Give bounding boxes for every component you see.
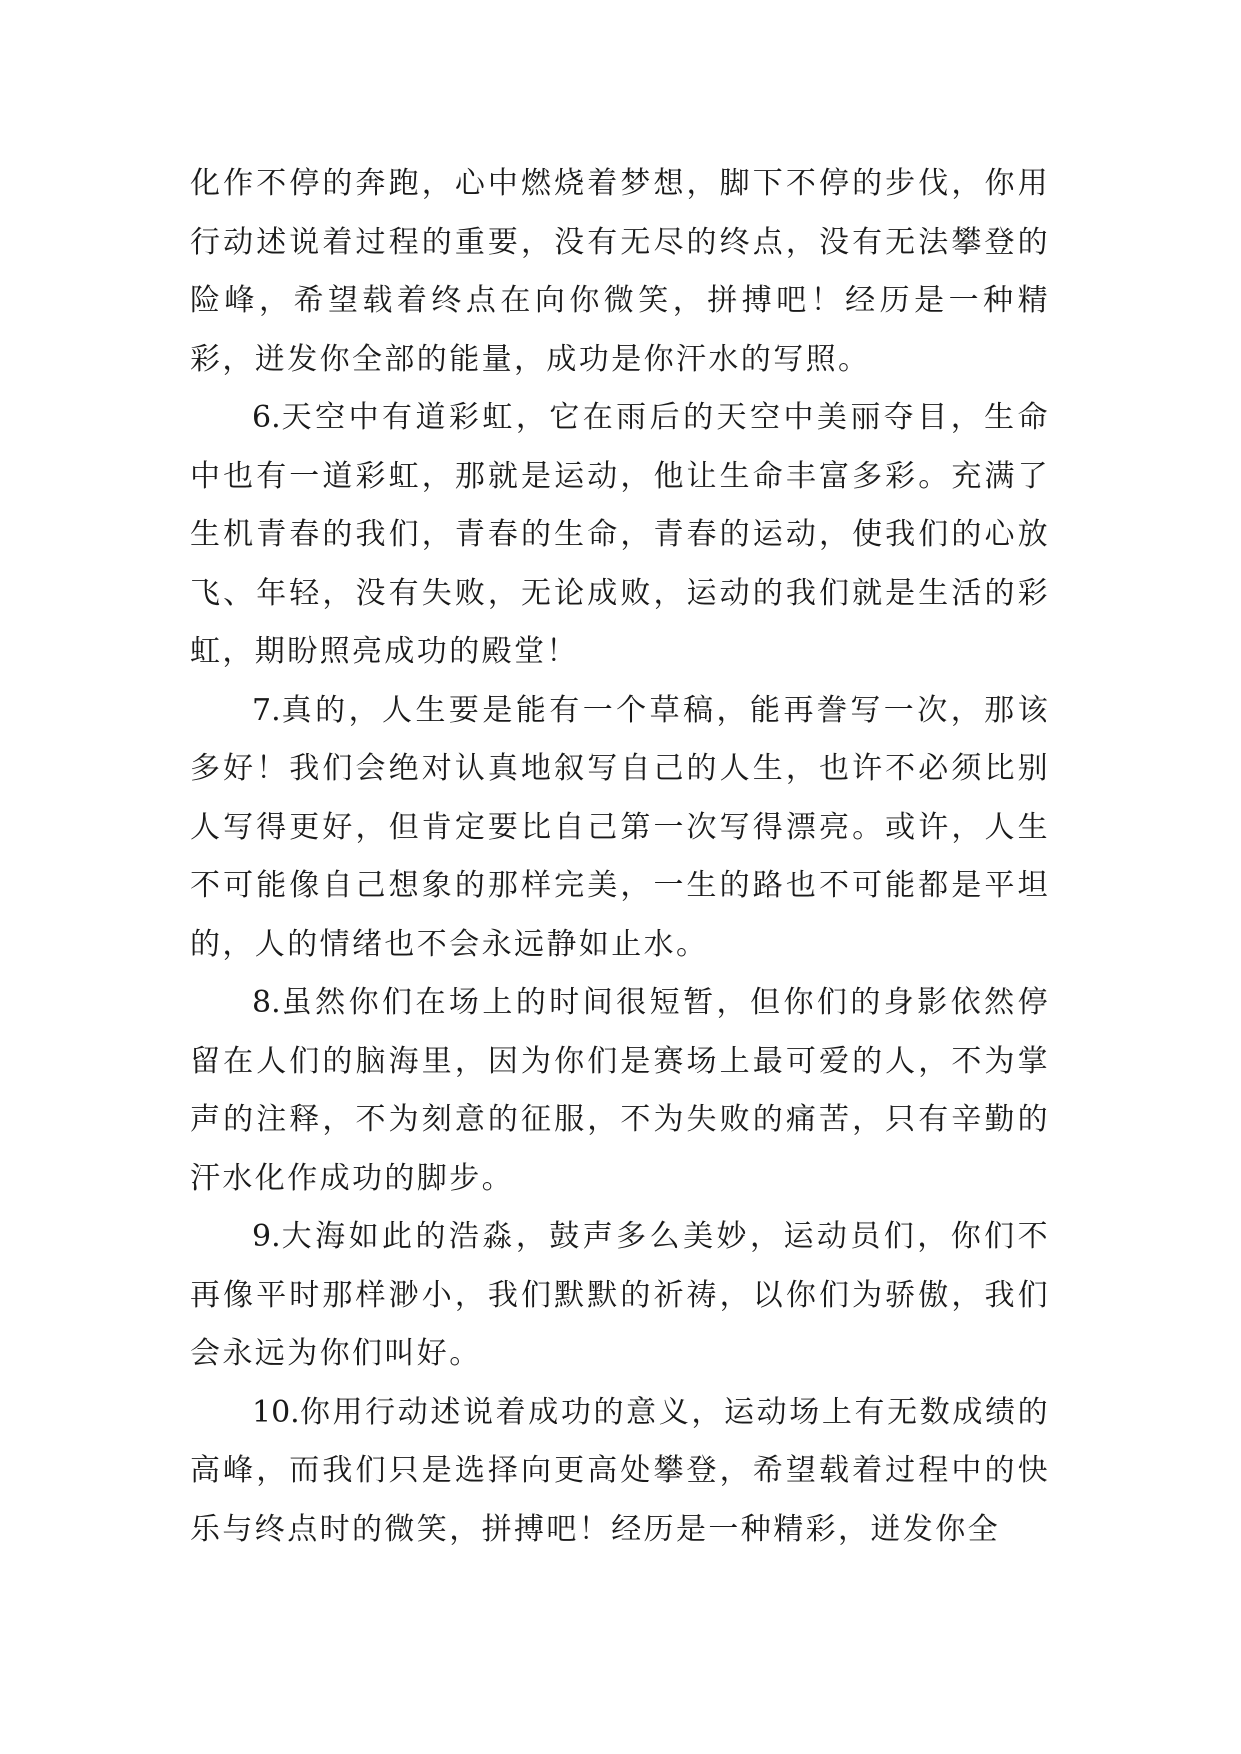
paragraph-number: 10. xyxy=(252,1394,300,1430)
paragraph-continued xyxy=(190,155,1050,389)
paragraph-text: 天空中有道彩虹，它在雨后的天空中美丽夺目，生命中也有一道彩虹，那就是运动，他让生命丰富多彩。充满了生机青春的我们，青春的生命，青春的运动，使我们的心放飞、年轻，没有失败，无论成败，运动的我们就是生活的彩虹，期盼照亮成功的殿堂！ xyxy=(190,400,1050,669)
paragraph-text: 真的，人生要是能有一个草稿，能再誊写一次，那该多好！我们会绝对认真地叙写自己的人生，也许不必须比别人写得更好，但肯定要比自己第一次写得漂亮。或许，人生不可能像自己想象的那样完美，一生的路也不可能都是平坦的，人的情绪也不会永远静如止水。 xyxy=(190,692,1050,962)
paragraph-text: 大海如此的浩淼，鼓声多么美妙，运动员们，你们不再像平时那样渺小，我们默默的祈祷，以你们为骄傲，我们会永远为你们叫好。 xyxy=(190,1219,1050,1371)
document-body xyxy=(190,155,1050,1559)
paragraph-number: 7. xyxy=(252,692,281,728)
paragraph-text: 你用行动述说着成功的意义，运动场上有无数成绩的高峰，而我们只是选择向更高处攀登，希望载着过程中的快乐与终点时的微笑，拼搏吧！经历是一种精彩，迸发你全 xyxy=(190,1394,1050,1547)
paragraph-item-6 xyxy=(190,389,1050,682)
paragraph-text: 虽然你们在场上的时间很短暂，但你们的身影依然停留在人们的脑海里，因为你们是赛场上最可爱的人，不为掌声的注释，不为刻意的征服，不为失败的痛苦，只有辛勤的汗水化作成功的脚步。 xyxy=(190,985,1050,1196)
paragraph-number: 9. xyxy=(252,1219,281,1254)
paragraph-text: 化作不停的奔跑，心中燃烧着梦想，脚下不停的步伐，你用行动述说着过程的重要，没有无尽的终点，没有无法攀登的险峰，希望载着终点在向你微笑，拼搏吧！经历是一种精彩，迸发你全部的能量，成功是你汗水的写照。 xyxy=(190,166,1050,377)
paragraph-item-7 xyxy=(190,682,1050,975)
paragraph-number: 6. xyxy=(252,400,281,435)
paragraph-item-8 xyxy=(190,974,1050,1208)
paragraph-number: 8. xyxy=(252,985,281,1020)
paragraph-item-9 xyxy=(190,1208,1050,1384)
paragraph-item-10 xyxy=(190,1384,1050,1560)
